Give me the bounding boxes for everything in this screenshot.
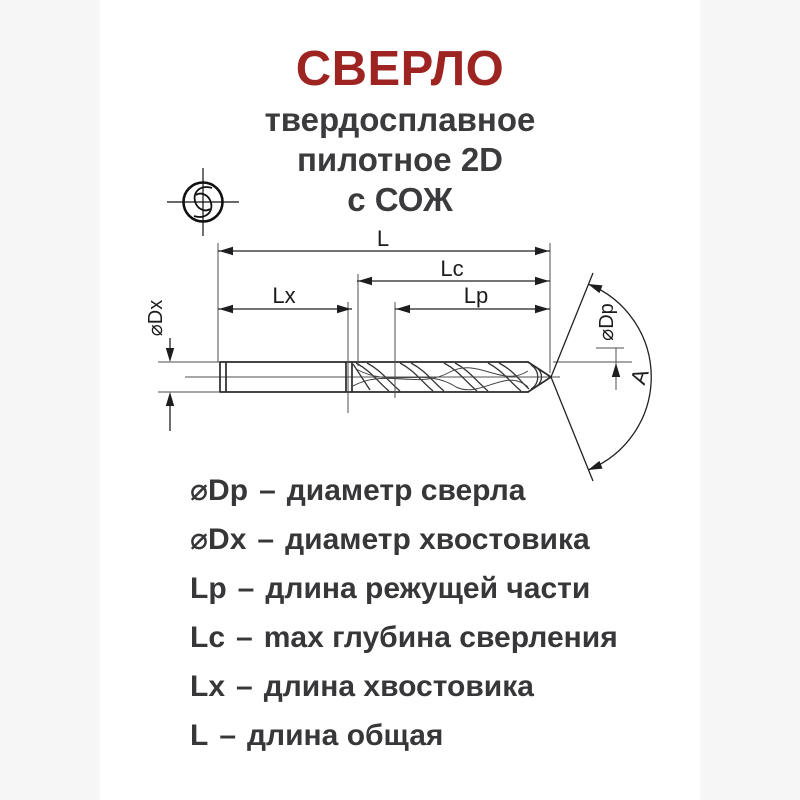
legend-description: длина режущей части — [265, 571, 591, 605]
legend-item — [190, 515, 670, 564]
legend-symbol: ⌀Dp — [190, 474, 249, 507]
legend-dash: – — [219, 718, 237, 752]
drill-end-view-icon — [167, 168, 239, 236]
dim-label-lp: Lp — [463, 283, 489, 308]
legend-item — [190, 613, 670, 662]
legend-description: max глубина сверления — [263, 620, 618, 654]
legend-dash: – — [259, 473, 276, 507]
legend-dash: – — [257, 522, 275, 556]
legend-symbol: ⌀Dx — [190, 523, 247, 556]
dim-label-lc: Lc — [440, 256, 464, 281]
dim-label-lx: Lx — [272, 283, 296, 308]
legend-symbol: Lc — [190, 620, 226, 654]
legend-symbol: Lx — [190, 669, 226, 703]
dim-label-dx: ⌀Dx — [145, 299, 167, 337]
legend-item — [190, 711, 670, 760]
legend — [190, 466, 670, 760]
dim-label-dp: ⌀Dp — [596, 303, 618, 341]
dimension-labels — [145, 226, 654, 387]
legend-description: диаметр сверла — [286, 473, 526, 507]
subtitle-line: твердосплавное — [264, 101, 536, 138]
legend-dash: – — [236, 620, 253, 654]
legend-symbol: Lp — [190, 571, 227, 605]
subtitle-line: пилотное 2D — [296, 141, 504, 178]
legend-item — [190, 466, 670, 515]
legend-dash: – — [236, 669, 253, 703]
legend-description: длина хвостовика — [263, 669, 534, 703]
legend-dash: – — [237, 571, 255, 605]
legend-item — [190, 662, 670, 711]
dim-label-a: A — [625, 365, 654, 388]
subtitle-line: с СОЖ — [347, 181, 453, 218]
dim-label-l: L — [376, 226, 390, 251]
legend-description: длина общая — [247, 718, 444, 752]
legend-description: диаметр хвостовика — [285, 522, 590, 556]
legend-symbol: L — [190, 718, 209, 752]
page-title: СВЕРЛО — [295, 42, 505, 96]
legend-item — [190, 564, 670, 613]
